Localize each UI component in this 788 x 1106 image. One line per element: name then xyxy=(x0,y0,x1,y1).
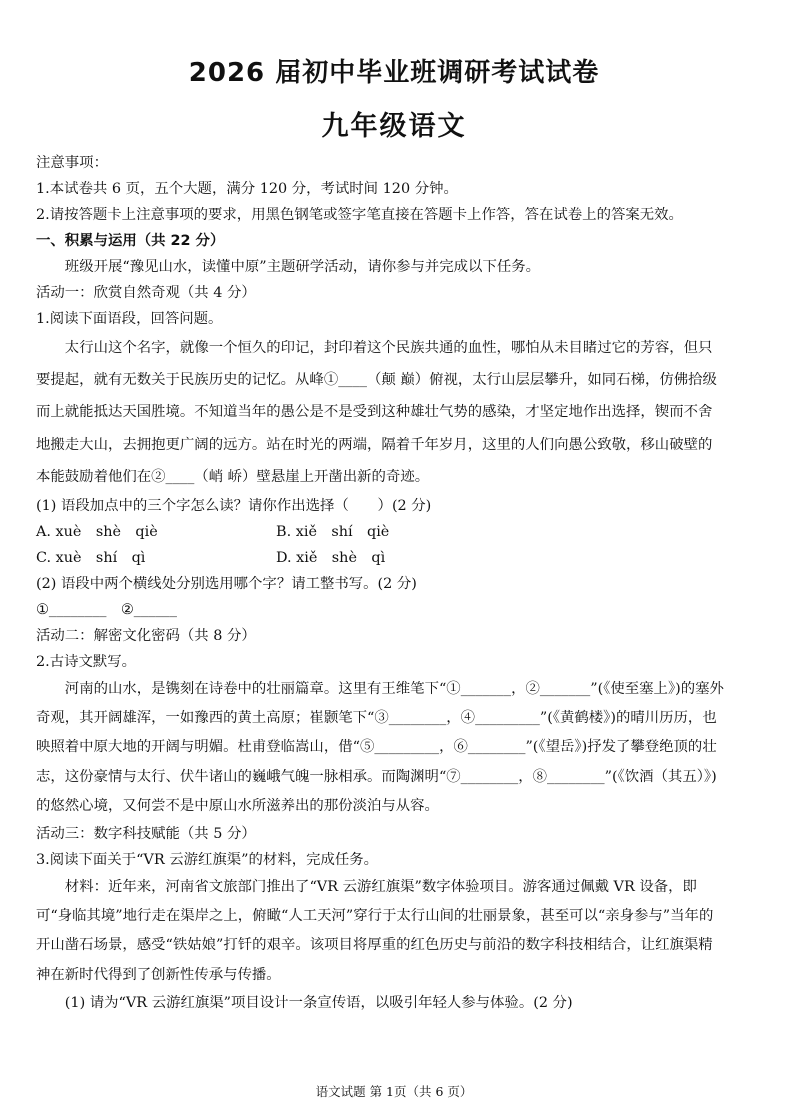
passage-1: 太行山这个名字，就像一个恒久的印记，封印着这个民族共通的血性，哪怕从未目睹过它的芳容，但只要提起，就有无数关于民族历史的记忆。从峰①____（颠 巅）俯视，太行山层层攀升，如同石梯，仿佛拾级而上就能抵达天国胜境。不知道当年的愚公是不是受到这种雄壮气势的感染，才坚定地作出选择，锲而不舍地搬走大山，去拥抱更广阔的远方。站在时光的两端，隔着千年岁月，这里的人们向愚公致敬，移山破壁的本能鼓励着他们在②____（峭 峤）壁悬崖上开凿出新的奇迹。 xyxy=(36,340,717,485)
options-row-1 xyxy=(36,519,726,545)
question-2: 2.古诗文默写。 xyxy=(36,654,137,671)
answer-blanks-1: ①________ ②______ xyxy=(36,602,177,619)
question-1-sub-2: (2) 语段中两个横线处分别选用哪个字？请工整书写。(2 分) xyxy=(36,576,417,593)
option-d: D. xiě shè qì xyxy=(276,550,386,567)
material-text: 材料：近年来，河南省文旅部门推出了“VR 云游红旗渠”数字体验项目。游客通过佩戴 VR 设备，即可“身临其境”地行走在渠岸之上，俯瞰“人工天河”穿行于太行山间的壮丽景象，甚至可以“亲身参与”当年的开山凿石场景，感受“铁姑娘”打钎的艰辛。该项目将厚重的红色历史与前沿的数字科技相结合，让红旗渠精神在新时代得到了创新性传承与传播。 xyxy=(36,879,714,983)
activity-3-heading: 活动三：数字科技赋能（共 5 分） xyxy=(36,826,256,843)
option-b: B. xiě shí qiè xyxy=(276,524,390,541)
activity-2-heading: 活动二：解密文化密码（共 8 分） xyxy=(36,628,256,645)
option-c: C. xuè shí qì xyxy=(36,550,146,567)
exam-title: 2026 届初中毕业班调研考试试卷 xyxy=(188,58,600,88)
question-3: 3.阅读下面关于“VR 云游红旗渠”的材料，完成任务。 xyxy=(36,852,379,869)
page-footer: 语文试题 第 1页（共 6 页） xyxy=(315,1084,473,1099)
options-row-2 xyxy=(36,545,726,571)
activity-1-heading: 活动一：欣赏自然奇观（共 4 分） xyxy=(36,285,256,301)
question-1-sub-1: (1) 语段加点中的三个字怎么读？请你作出选择（ ）(2 分) xyxy=(36,498,432,515)
question-3-sub-1: (1) 请为“VR 云游红旗渠”项目设计一条宣传语，以吸引年轻人参与体验。(2 分) xyxy=(64,994,573,1011)
section-1-heading: 一、积累与运用（共 22 分） xyxy=(36,233,225,249)
notice-item-1: 1.本试卷共 6 页，五个大题，满分 120 分，考试时间 120 分钟。 xyxy=(36,181,458,197)
question-1: 1.阅读下面语段，回答问题。 xyxy=(36,311,223,327)
notice-item-2: 2.请按答题卡上注意事项的要求，用黑色钢笔或签字笔直接在答题卡上作答，答在试卷上的答案无效。 xyxy=(36,207,683,223)
option-a: A. xuè shè qiè xyxy=(36,524,158,541)
passage-2: 河南的山水，是镌刻在诗卷中的壮丽篇章。这里有王维笔下“①_______，②_______”(《使至塞上》)的塞外奇观，其开阔雄浑，一如豫西的黄土高原；崔颢笔下“③________，④_________”(《黄鹤楼》)的晴川历历，也映照着中原大地的开阔与明媚。杜甫登临嵩山，借“⑤_________，⑥________”(《望岳》)抒发了攀登绝顶的壮志，这份豪情与太行、伏牛诸山的巍峨气魄一脉相承。而陶渊明“⑦________，⑧________”(《饮酒（其五）》)的悠然心境，又何尝不是中原山水所滋养出的那份淡泊与从容。 xyxy=(36,681,724,814)
section-1-intro: 班级开展“豫见山水，读懂中原”主题研学活动，请你参与并完成以下任务。 xyxy=(64,259,541,275)
notice-heading: 注意事项： xyxy=(36,155,108,171)
exam-subtitle: 九年级语文 xyxy=(321,111,467,142)
exam-content xyxy=(36,150,726,1016)
